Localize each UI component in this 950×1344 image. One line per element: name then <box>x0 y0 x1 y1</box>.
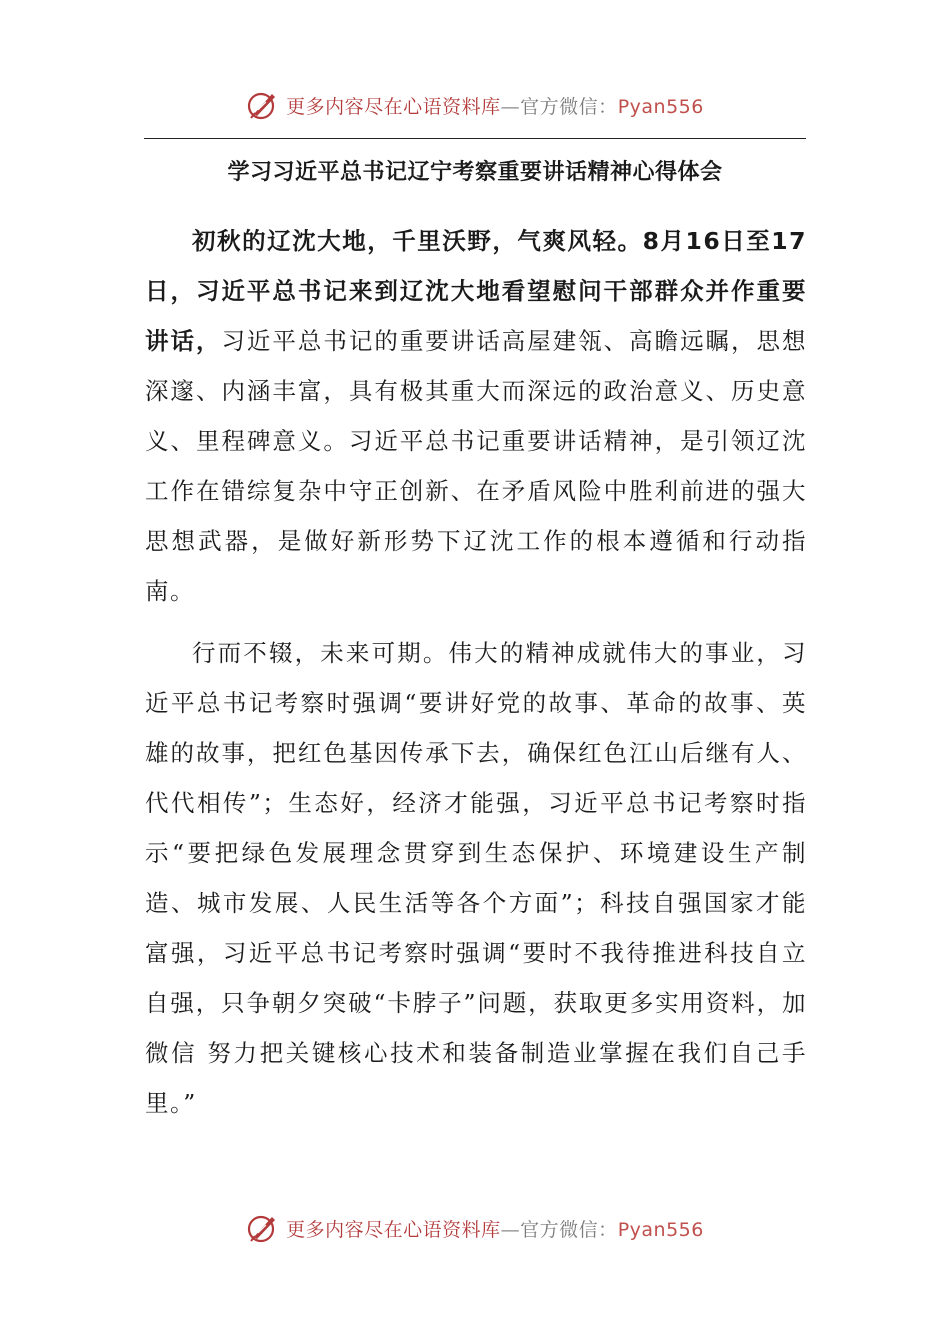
paragraph-1 <box>145 216 807 616</box>
banner-right-text: 官方微信： <box>520 1218 618 1241</box>
quill-logo-icon <box>246 1211 280 1245</box>
header-divider <box>144 138 806 139</box>
footer-banner <box>0 1203 950 1253</box>
paragraph-1-lead: 初秋的辽沈大地，千里沃野，气爽风轻。8月16日至17日，习近平总书记来到辽沈大地看望慰问干部群众并作重要讲话， <box>145 227 807 355</box>
paragraph-1-body: 习近平总书记的重要讲话高屋建瓴、高瞻远瞩，思想深邃、内涵丰富，具有极其重大而深远的政治意义、历史意义、里程碑意义。习近平总书记重要讲话精神，是引领辽沈工作在错综复杂中守正创新、在矛盾风险中胜利前进的强大思想武器，是做好新形势下辽沈工作的根本遵循和行动指南。 <box>145 327 808 605</box>
banner-left-text: 更多内容尽在心语资料库 <box>286 95 501 118</box>
document-title: 学习习近平总书记辽宁考察重要讲话精神心得体会 <box>227 160 723 185</box>
quill-logo-icon <box>246 88 280 122</box>
document-body <box>145 216 807 1128</box>
banner-right-text: 官方微信： <box>520 95 618 118</box>
banner-text <box>286 92 704 119</box>
banner-wechat-id: Pyan556 <box>617 1218 704 1241</box>
banner-text <box>286 1215 704 1242</box>
header-banner <box>0 80 950 130</box>
banner-dash: — <box>500 95 521 118</box>
paragraph-2: 行而不辍，未来可期。伟大的精神成就伟大的事业，习近平总书记考察时强调“要讲好党的故事、革命的故事、英雄的故事，把红色基因传承下去，确保红色江山后继有人、代代相传”；生态好，经济才能强，习近平总书记考察时指示“要把绿色发展理念贯穿到生态保护、环境建设生产制造、城市发展、人民生活等各个方面”；科技自强国家才能富强，习近平总书记考察时强调“要时不我待推进科技自立自强，只争朝夕突破“卡脖子”问题，获取更多实用资料，加微信 努力把关键核心技术和装备制造业掌握在我们自己手里。” <box>145 639 807 1117</box>
banner-dash: — <box>500 1218 521 1241</box>
banner-wechat-id: Pyan556 <box>617 95 704 118</box>
banner-left-text: 更多内容尽在心语资料库 <box>286 1218 501 1241</box>
